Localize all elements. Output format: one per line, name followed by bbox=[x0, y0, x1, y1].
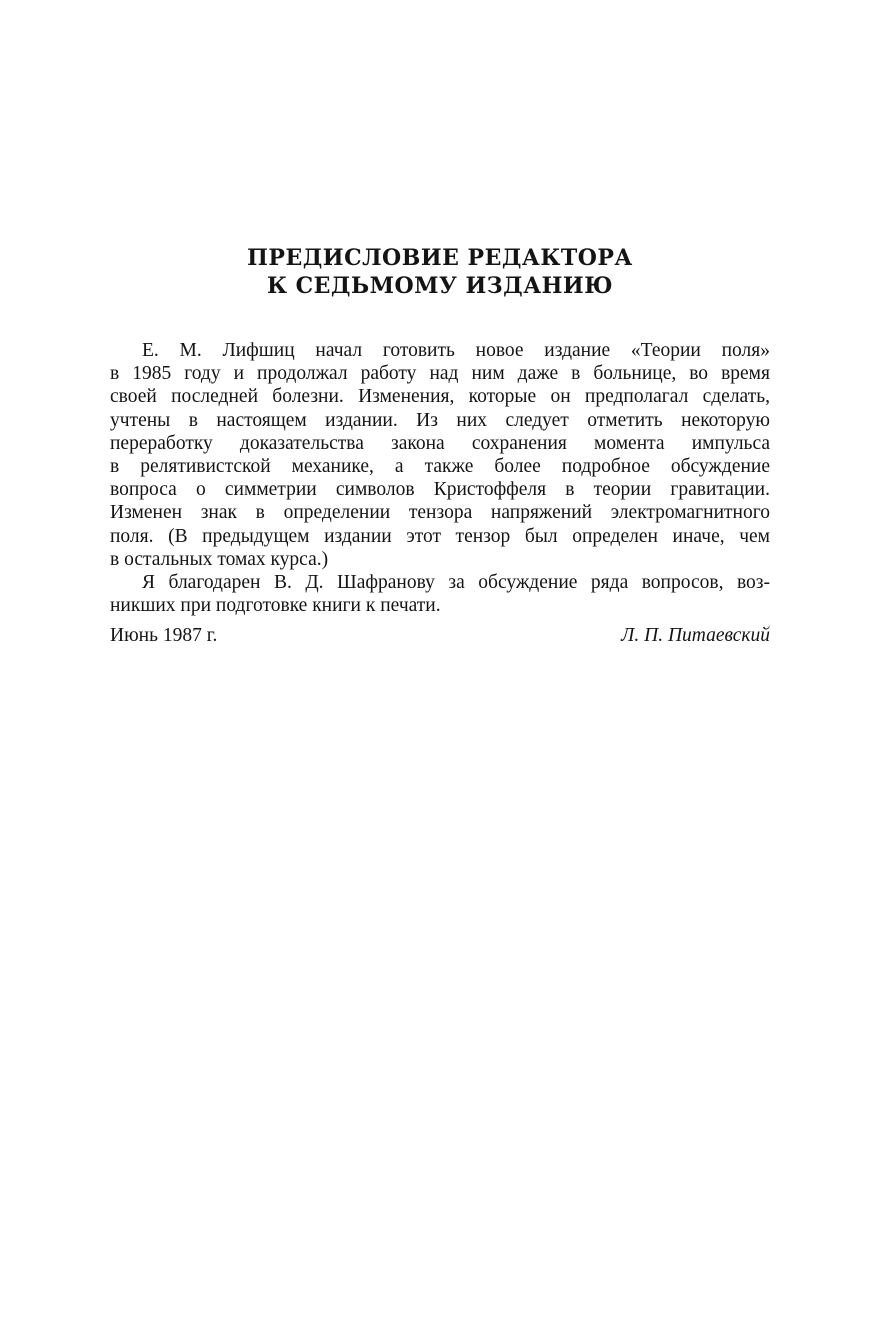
editor-signature: Л. П. Питаевский bbox=[621, 625, 770, 646]
paragraph-1 bbox=[110, 339, 770, 571]
paragraph-2 bbox=[110, 571, 770, 617]
page-title-line-2: К СЕДЬМОМУ ИЗДАНИЮ bbox=[266, 273, 614, 299]
text-line: вопроса о симметрии символов Кристоффеля в теории гравитации. bbox=[110, 479, 770, 501]
text-line: в остальных томах курса.) bbox=[110, 548, 329, 570]
text-line: в релятивистской механике, а также более подробное обсуждение bbox=[110, 455, 770, 477]
preface-date: Июнь 1987 г. bbox=[110, 625, 218, 646]
text-line: переработку доказательства закона сохранения момента импульса bbox=[110, 432, 770, 454]
text-line: Изменен знак в определении тензора напряжений электромагнитного bbox=[110, 502, 770, 524]
text-line: учтены в настоящем издании. Из них следует отметить некоторую bbox=[110, 409, 770, 431]
page-title bbox=[110, 244, 770, 300]
text-line: Я благодарен В. Д. Шафранову за обсуждение ряда вопросов, воз- bbox=[142, 571, 770, 593]
preface-body bbox=[110, 339, 770, 617]
preface-footer bbox=[110, 624, 770, 648]
text-line: своей последней болезни. Изменения, которые он предполагал сделать, bbox=[110, 386, 770, 408]
text-line: поля. (В предыдущем издании этот тензор был определен иначе, чем bbox=[110, 525, 770, 547]
text-line: никших при подготовке книги к печати. bbox=[110, 595, 441, 617]
text-line: в 1985 году и продолжал работу над ним даже в больнице, во время bbox=[110, 363, 770, 385]
page-title-line-1: ПРЕДИСЛОВИЕ РЕДАКТОРА bbox=[247, 245, 633, 271]
text-line: Е. М. Лифшиц начал готовить новое издание «Теории поля» bbox=[142, 340, 770, 361]
